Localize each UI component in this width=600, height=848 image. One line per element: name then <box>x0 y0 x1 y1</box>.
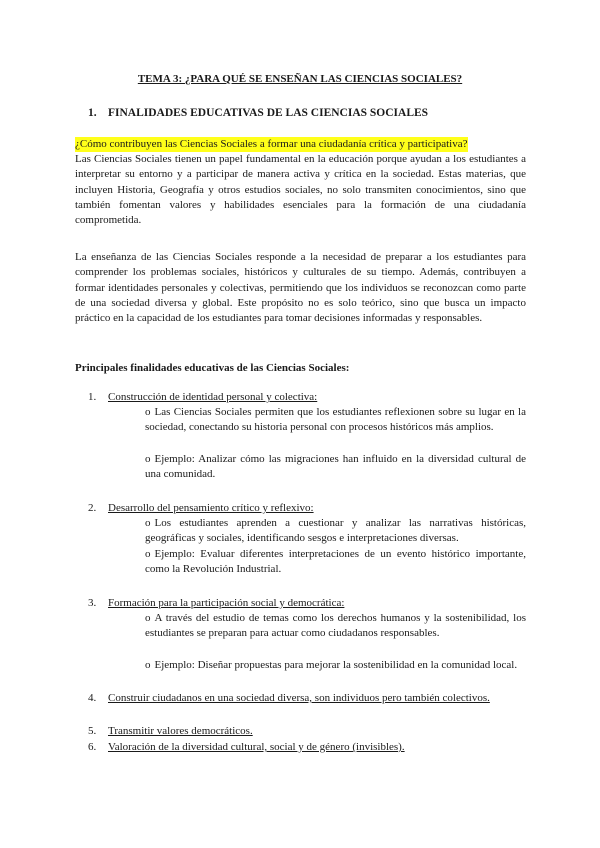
sub-bullet <box>145 452 526 483</box>
list-item-title: Formación para la participación social y democrática: <box>108 597 345 609</box>
section-heading-text: FINALIDADES EDUCATIVAS DE LAS CIENCIAS SOCIALES <box>108 107 429 119</box>
highlighted-question: ¿Cómo contribuyen las Ciencias Sociales a formar una ciudadanía crítica y participativa? <box>75 138 468 150</box>
bullet-circle-icon: o <box>145 548 151 560</box>
list-item-title: Construcción de identidad personal y colectiva: <box>108 391 318 403</box>
bullet-circle-icon: o <box>145 612 151 624</box>
sub-bullet-text: Los estudiantes aprenden a cuestionar y analizar las narrativas históricas, geográficas y sociales, identificando sesgos e interpretaciones diversas. <box>145 517 526 545</box>
list-number: 4. <box>88 692 97 704</box>
list-number: 5. <box>88 725 97 737</box>
list-item-title: Valoración de la diversidad cultural, social y de género (invisibles). <box>108 741 405 753</box>
paragraph-1: Las Ciencias Sociales tienen un papel fundamental en la educación porque ayudan a los estudiantes a interpretar su entorno y a participar de manera activa y crítica en la sociedad. Estas materias, que incluyen Historia, Geografía y otros estudios sociales, no solo transmiten conocimientos, sino que también fomentan valores y habilidades esenciales para la formación de una ciudadanía comprometida. <box>75 153 526 227</box>
bullet-circle-icon: o <box>145 406 151 418</box>
sub-bullet <box>145 611 526 642</box>
bullet-circle-icon: o <box>145 517 151 529</box>
sub-bullet-text: Las Ciencias Sociales permiten que los estudiantes reflexionen sobre su lugar en la sociedad, conectando su historia personal con procesos históricos más amplios. <box>145 406 526 434</box>
sub-bullet-text: A través del estudio de temas como los derechos humanos y la sostenibilidad, los estudiantes se preparan para actuar como ciudadanos responsables. <box>145 612 526 640</box>
sub-bullet-text: Ejemplo: Analizar cómo las migraciones han influido en la diversidad cultural de una comunidad. <box>145 453 526 481</box>
list-item-title: Construir ciudadanos en una sociedad diversa, son individuos pero también colectivos. <box>108 692 490 704</box>
list-number: 6. <box>88 741 97 753</box>
page-title: TEMA 3: ¿PARA QUÉ SE ENSEÑAN LAS CIENCIAS SOCIALES? <box>137 73 463 85</box>
list-item-title: Desarrollo del pensamiento crítico y reflexivo: <box>108 502 314 514</box>
list-item-title: Transmitir valores democráticos. <box>108 725 253 737</box>
list-subheading: Principales finalidades educativas de las Ciencias Sociales: <box>75 362 350 374</box>
section-number: 1. <box>88 107 97 119</box>
sub-bullet <box>145 516 526 547</box>
sub-bullet <box>145 547 526 578</box>
bullet-circle-icon: o <box>145 453 151 465</box>
list-number: 3. <box>88 597 97 609</box>
paragraph-2: La enseñanza de las Ciencias Sociales responde a la necesidad de preparar a los estudiantes para comprender los problemas sociales, históricos y culturales de su tiempo. Además, contribuyen a formar identidades personales y colectivas, permitiendo que los individuos se reconozcan como parte de una sociedad diversa y global. Este propósito no es solo teórico, sino que busca un impacto práctico en la capacidad de los estudiantes para tomar decisiones informadas y responsables. <box>75 251 526 325</box>
list-number: 2. <box>88 502 97 514</box>
sub-bullet-text: Ejemplo: Diseñar propuestas para mejorar la sostenibilidad en la comunidad local. <box>154 659 518 671</box>
sub-bullet-text: Ejemplo: Evaluar diferentes interpretaciones de un evento histórico importante, como la Revolución Industrial. <box>145 548 526 576</box>
bullet-circle-icon: o <box>145 659 151 671</box>
list-number: 1. <box>88 391 97 403</box>
sub-bullet <box>145 658 526 673</box>
section-heading <box>88 107 428 119</box>
sub-bullet <box>145 405 526 436</box>
